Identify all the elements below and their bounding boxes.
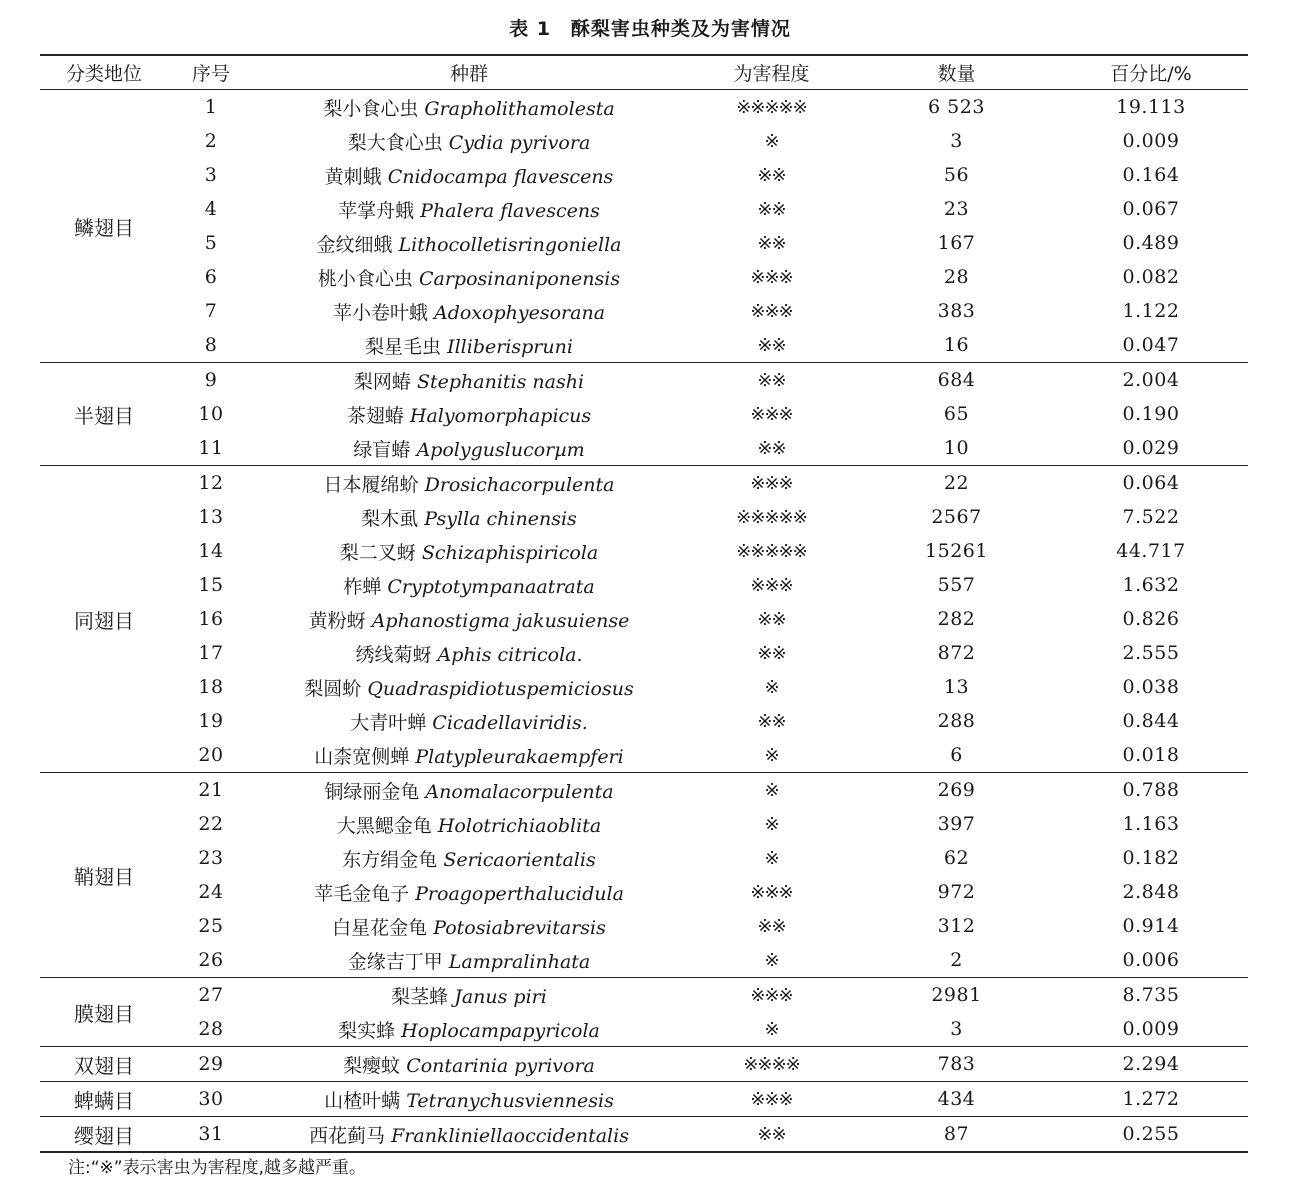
row-number: 7 bbox=[204, 300, 218, 322]
harm-degree-cell: ※※ bbox=[757, 198, 786, 220]
species-latin-name: Potosiabrevitarsis bbox=[433, 916, 606, 939]
species-latin-name: Holotrichiaoblita bbox=[437, 814, 602, 837]
species-latin-name: Illiberispruni bbox=[447, 335, 573, 358]
count-cell: 16 bbox=[859, 328, 1054, 363]
species-chinese-name: 山柰宽侧蝉 bbox=[314, 745, 410, 768]
species-chinese-name: 绣线菊蚜 bbox=[355, 643, 432, 666]
count-cell: 10 bbox=[859, 431, 1054, 466]
harm-degree-cell: ※※ bbox=[757, 232, 786, 254]
row-number: 16 bbox=[198, 608, 224, 630]
species-chinese-name: 梨圆蚧 bbox=[304, 677, 362, 700]
table-row bbox=[40, 636, 1248, 670]
species-latin-name: Hoplocampapyricola bbox=[401, 1019, 600, 1042]
species-cell bbox=[254, 534, 684, 568]
species-chinese-name: 绿盲蝽 bbox=[353, 438, 411, 461]
species-cell bbox=[254, 738, 684, 773]
table-row bbox=[40, 226, 1248, 260]
species-chinese-name: 铜绿丽金龟 bbox=[324, 780, 420, 803]
count-cell: 557 bbox=[937, 574, 976, 596]
percent-cell: 2.004 bbox=[1122, 369, 1180, 391]
harm-degree-cell: ※※ bbox=[684, 431, 859, 466]
percent-cell: 0.182 bbox=[1122, 847, 1180, 869]
percent-cell: 0.029 bbox=[1054, 431, 1248, 466]
species-cell bbox=[254, 90, 684, 125]
table-row bbox=[40, 875, 1248, 909]
row-number: 25 bbox=[198, 915, 224, 937]
header-number: 序号 bbox=[168, 55, 254, 90]
species-chinese-name: 东方绢金龟 bbox=[342, 848, 438, 871]
species-cell bbox=[254, 978, 684, 1013]
species-latin-name: Proagoperthalucidula bbox=[415, 882, 624, 905]
species-chinese-name: 金缘吉丁甲 bbox=[347, 950, 443, 973]
species-cell bbox=[254, 670, 684, 704]
species-chinese-name: 梨瘿蚊 bbox=[343, 1054, 401, 1077]
percent-cell: 0.844 bbox=[1122, 710, 1180, 732]
species-cell bbox=[254, 260, 684, 294]
species-latin-name: Lithocolletisringoniella bbox=[398, 233, 622, 256]
species-latin-name: Cydia pyrivora bbox=[448, 131, 591, 154]
table-row bbox=[40, 192, 1248, 226]
row-number: 24 bbox=[198, 881, 224, 903]
table-row bbox=[40, 978, 1248, 1013]
table-row bbox=[40, 431, 1248, 466]
percent-cell: 8.735 bbox=[1122, 984, 1180, 1006]
species-cell bbox=[254, 841, 684, 875]
table-row bbox=[40, 294, 1248, 328]
row-number: 1 bbox=[204, 96, 218, 118]
count-cell: 23 bbox=[943, 198, 970, 220]
species-cell bbox=[254, 328, 684, 363]
row-number: 31 bbox=[168, 1117, 254, 1153]
species-cell bbox=[254, 807, 684, 841]
table-body bbox=[40, 90, 1248, 1153]
percent-cell: 0.190 bbox=[1122, 403, 1180, 425]
percent-cell: 1.272 bbox=[1054, 1082, 1248, 1117]
species-latin-name: Contarinia pyrivora bbox=[406, 1054, 595, 1077]
species-latin-name: Aphis citricola. bbox=[437, 643, 583, 666]
classification-cell: 膜翅目 bbox=[40, 978, 168, 1047]
row-number: 12 bbox=[198, 472, 224, 494]
count-cell: 269 bbox=[937, 779, 976, 801]
table-title: 表 1 酥梨害虫种类及为害情况 bbox=[509, 18, 791, 40]
species-chinese-name: 梨网蝽 bbox=[353, 370, 411, 393]
count-cell: 312 bbox=[937, 915, 976, 937]
species-cell bbox=[254, 363, 684, 398]
row-number: 26 bbox=[168, 943, 254, 978]
species-latin-name: Halyomorphapicus bbox=[409, 404, 592, 427]
species-chinese-name: 梨木虱 bbox=[361, 507, 419, 530]
percent-cell: 0.826 bbox=[1122, 608, 1180, 630]
species-cell bbox=[254, 431, 684, 466]
count-cell: 15261 bbox=[925, 540, 988, 562]
species-cell bbox=[254, 1047, 684, 1082]
row-number: 21 bbox=[198, 779, 224, 801]
classification-cell: 蜱螨目 bbox=[40, 1082, 168, 1117]
harm-degree-cell: ※ bbox=[684, 943, 859, 978]
percent-cell: 2.555 bbox=[1122, 642, 1180, 664]
harm-degree-cell: ※※※※※ bbox=[736, 506, 807, 528]
table-row bbox=[40, 1012, 1248, 1047]
species-latin-name: Sericaorientalis bbox=[443, 848, 596, 871]
species-chinese-name: 金纹细蛾 bbox=[316, 233, 393, 256]
table-row bbox=[40, 773, 1248, 808]
percent-cell: 0.018 bbox=[1054, 738, 1248, 773]
count-cell: 972 bbox=[937, 881, 976, 903]
table-row bbox=[40, 568, 1248, 602]
count-cell: 397 bbox=[937, 813, 976, 835]
species-chinese-name: 梨茎蜂 bbox=[391, 985, 449, 1008]
count-cell: 13 bbox=[943, 676, 970, 698]
species-chinese-name: 梨星毛虫 bbox=[365, 335, 442, 358]
row-number: 14 bbox=[198, 540, 224, 562]
harm-degree-cell: ※※ bbox=[757, 710, 786, 732]
row-number: 9 bbox=[204, 369, 218, 391]
species-cell bbox=[254, 1012, 684, 1047]
count-cell: 288 bbox=[937, 710, 976, 732]
percent-cell: 7.522 bbox=[1122, 506, 1180, 528]
count-cell: 434 bbox=[859, 1082, 1054, 1117]
harm-degree-cell: ※※※ bbox=[684, 1082, 859, 1117]
species-latin-name: Drosichacorpulenta bbox=[424, 473, 615, 496]
species-chinese-name: 梨实蜂 bbox=[338, 1019, 396, 1042]
species-cell bbox=[254, 704, 684, 738]
harm-degree-cell: ※※※ bbox=[750, 881, 793, 903]
table-row bbox=[40, 1082, 1248, 1117]
classification-cell: 鳞翅目 bbox=[40, 90, 168, 363]
percent-cell: 1.632 bbox=[1122, 574, 1180, 596]
harm-degree-cell: ※ bbox=[684, 738, 859, 773]
row-number: 11 bbox=[168, 431, 254, 466]
species-cell bbox=[254, 943, 684, 978]
species-chinese-name: 山楂叶螨 bbox=[324, 1089, 401, 1112]
classification-cell: 鞘翅目 bbox=[40, 773, 168, 978]
species-latin-name: Grapholithamolesta bbox=[424, 97, 615, 120]
harm-degree-cell: ※※※※※ bbox=[736, 96, 807, 118]
species-latin-name: Cryptotympanaatrata bbox=[387, 575, 595, 598]
classification-cell: 双翅目 bbox=[40, 1047, 168, 1082]
percent-cell: 0.047 bbox=[1054, 328, 1248, 363]
harm-degree-cell: ※※※ bbox=[750, 984, 793, 1006]
count-cell: 2567 bbox=[931, 506, 982, 528]
percent-cell: 0.914 bbox=[1122, 915, 1180, 937]
row-number: 22 bbox=[198, 813, 224, 835]
harm-degree-cell: ※※※ bbox=[750, 300, 793, 322]
harm-degree-cell: ※ bbox=[684, 1012, 859, 1047]
species-latin-name: Schizaphispiricola bbox=[421, 541, 599, 564]
classification-cell: 同翅目 bbox=[40, 466, 168, 773]
table-row bbox=[40, 397, 1248, 431]
harm-degree-cell: ※※ bbox=[684, 328, 859, 363]
header-species: 种群 bbox=[254, 55, 684, 90]
species-latin-name: Cicadellaviridis. bbox=[432, 711, 588, 734]
table-row bbox=[40, 841, 1248, 875]
percent-cell: 0.788 bbox=[1122, 779, 1180, 801]
row-number: 27 bbox=[198, 984, 224, 1006]
count-cell: 3 bbox=[859, 1012, 1054, 1047]
count-cell: 28 bbox=[943, 266, 970, 288]
percent-cell: 0.064 bbox=[1122, 472, 1180, 494]
harm-degree-cell: ※※※※※ bbox=[736, 540, 807, 562]
percent-cell: 0.082 bbox=[1122, 266, 1180, 288]
species-chinese-name: 黄粉蚜 bbox=[308, 609, 366, 632]
species-cell bbox=[254, 875, 684, 909]
percent-cell: 1.163 bbox=[1122, 813, 1180, 835]
count-cell: 2981 bbox=[931, 984, 982, 1006]
species-cell bbox=[254, 294, 684, 328]
table-row bbox=[40, 1047, 1248, 1082]
percent-cell: 0.038 bbox=[1122, 676, 1180, 698]
harm-degree-cell: ※※※ bbox=[750, 266, 793, 288]
species-cell bbox=[254, 636, 684, 670]
species-cell bbox=[254, 568, 684, 602]
percent-cell: 44.717 bbox=[1116, 540, 1186, 562]
species-latin-name: Janus piri bbox=[454, 985, 547, 1008]
pest-table bbox=[40, 54, 1248, 1153]
row-number: 30 bbox=[168, 1082, 254, 1117]
harm-degree-cell: ※※ bbox=[757, 164, 786, 186]
count-cell: 684 bbox=[937, 369, 976, 391]
species-cell bbox=[254, 909, 684, 943]
table-note: 注:“※”表示害虫为害程度,越多越严重。 bbox=[68, 1158, 366, 1178]
row-number: 3 bbox=[204, 164, 218, 186]
species-cell bbox=[254, 500, 684, 534]
species-chinese-name: 苹毛金龟子 bbox=[314, 882, 410, 905]
table-row bbox=[40, 738, 1248, 773]
count-cell: 2 bbox=[859, 943, 1054, 978]
row-number: 29 bbox=[168, 1047, 254, 1082]
table-row bbox=[40, 807, 1248, 841]
table-row bbox=[40, 943, 1248, 978]
species-chinese-name: 西花蓟马 bbox=[309, 1124, 386, 1147]
species-chinese-name: 苹小卷叶蛾 bbox=[332, 301, 428, 324]
percent-cell: 0.009 bbox=[1054, 1012, 1248, 1047]
species-chinese-name: 梨大食心虫 bbox=[347, 131, 443, 154]
row-number: 8 bbox=[168, 328, 254, 363]
percent-cell: 2.848 bbox=[1122, 881, 1180, 903]
count-cell: 383 bbox=[937, 300, 976, 322]
species-latin-name: Carposinaniponensis bbox=[418, 267, 621, 290]
count-cell: 6 523 bbox=[928, 96, 985, 118]
row-number: 2 bbox=[204, 130, 218, 152]
count-cell: 56 bbox=[943, 164, 970, 186]
table-row bbox=[40, 534, 1248, 568]
harm-degree-cell: ※※※※ bbox=[684, 1047, 859, 1082]
harm-degree-cell: ※※※ bbox=[750, 472, 793, 494]
species-chinese-name: 柞蝉 bbox=[343, 575, 382, 598]
row-number: 23 bbox=[198, 847, 224, 869]
species-latin-name: Stephanitis nashi bbox=[416, 370, 585, 393]
species-latin-name: Platypleurakaempferi bbox=[415, 745, 624, 768]
species-chinese-name: 白星花金龟 bbox=[332, 916, 428, 939]
species-latin-name: Cnidocampa flavescens bbox=[387, 165, 614, 188]
species-cell bbox=[254, 602, 684, 636]
species-latin-name: Lampralinhata bbox=[448, 950, 591, 973]
harm-degree-cell: ※※ bbox=[757, 642, 786, 664]
count-cell: 62 bbox=[943, 847, 970, 869]
species-latin-name: Apolyguslucorµm bbox=[416, 438, 585, 461]
species-cell bbox=[254, 124, 684, 158]
table-row bbox=[40, 124, 1248, 158]
table-row bbox=[40, 363, 1248, 398]
count-cell: 167 bbox=[937, 232, 976, 254]
species-cell bbox=[254, 158, 684, 192]
count-cell: 22 bbox=[943, 472, 970, 494]
row-number: 6 bbox=[204, 266, 218, 288]
count-cell: 6 bbox=[859, 738, 1054, 773]
percent-cell: 19.113 bbox=[1116, 96, 1186, 118]
count-cell: 783 bbox=[859, 1047, 1054, 1082]
harm-degree-cell: ※ bbox=[764, 779, 779, 801]
count-cell: 282 bbox=[937, 608, 976, 630]
row-number: 13 bbox=[198, 506, 224, 528]
header-row bbox=[40, 55, 1248, 90]
count-cell: 87 bbox=[859, 1117, 1054, 1153]
species-latin-name: Quadraspidiotuspemiciosus bbox=[367, 677, 634, 700]
table-row bbox=[40, 500, 1248, 534]
count-cell: 65 bbox=[943, 403, 970, 425]
percent-cell: 0.164 bbox=[1122, 164, 1180, 186]
percent-cell: 0.006 bbox=[1054, 943, 1248, 978]
species-chinese-name: 茶翅蝽 bbox=[346, 404, 404, 427]
table-row bbox=[40, 260, 1248, 294]
species-cell bbox=[254, 1117, 684, 1153]
harm-degree-cell: ※ bbox=[764, 847, 779, 869]
classification-cell: 半翅目 bbox=[40, 363, 168, 466]
row-number: 20 bbox=[168, 738, 254, 773]
header-count: 数量 bbox=[859, 55, 1054, 90]
species-latin-name: Psylla chinensis bbox=[424, 507, 577, 530]
table-row bbox=[40, 909, 1248, 943]
percent-cell: 0.009 bbox=[1122, 130, 1180, 152]
header-harm-degree: 为害程度 bbox=[684, 55, 859, 90]
table-row bbox=[40, 602, 1248, 636]
row-number: 15 bbox=[198, 574, 224, 596]
percent-cell: 0.489 bbox=[1122, 232, 1180, 254]
species-latin-name: Adoxophyesorana bbox=[434, 301, 606, 324]
percent-cell: 0.255 bbox=[1054, 1117, 1248, 1153]
table-row bbox=[40, 1117, 1248, 1153]
row-number: 17 bbox=[198, 642, 224, 664]
species-chinese-name: 苹掌舟蛾 bbox=[338, 199, 415, 222]
percent-cell: 2.294 bbox=[1054, 1047, 1248, 1082]
species-latin-name: Frankliniellaoccidentalis bbox=[391, 1124, 629, 1147]
species-chinese-name: 日本履绵蚧 bbox=[323, 473, 419, 496]
row-number: 18 bbox=[198, 676, 224, 698]
species-cell bbox=[254, 192, 684, 226]
table-row bbox=[40, 328, 1248, 363]
species-cell bbox=[254, 226, 684, 260]
species-chinese-name: 大黑鳃金龟 bbox=[336, 814, 432, 837]
header-classification: 分类地位 bbox=[40, 55, 168, 90]
row-number: 28 bbox=[168, 1012, 254, 1047]
table-row bbox=[40, 158, 1248, 192]
species-latin-name: Anomalacorpulenta bbox=[425, 780, 614, 803]
species-cell bbox=[254, 1082, 684, 1117]
species-chinese-name: 梨小食心虫 bbox=[323, 97, 419, 120]
percent-cell: 1.122 bbox=[1122, 300, 1180, 322]
row-number: 19 bbox=[198, 710, 224, 732]
species-latin-name: Tetranychusviennesis bbox=[406, 1089, 614, 1112]
harm-degree-cell: ※ bbox=[764, 676, 779, 698]
classification-cell: 缨翅目 bbox=[40, 1117, 168, 1153]
species-chinese-name: 梨二叉蚜 bbox=[339, 541, 416, 564]
species-cell bbox=[254, 397, 684, 431]
harm-degree-cell: ※※※ bbox=[750, 574, 793, 596]
count-cell: 3 bbox=[950, 130, 963, 152]
species-cell bbox=[254, 773, 684, 808]
species-chinese-name: 桃小食心虫 bbox=[317, 267, 413, 290]
table-row bbox=[40, 466, 1248, 501]
species-chinese-name: 黄刺蛾 bbox=[324, 165, 382, 188]
species-chinese-name: 大青叶蝉 bbox=[350, 711, 427, 734]
species-latin-name: Phalera flavescens bbox=[420, 199, 600, 222]
table-row bbox=[40, 90, 1248, 125]
row-number: 5 bbox=[204, 232, 218, 254]
species-cell bbox=[254, 466, 684, 501]
count-cell: 872 bbox=[937, 642, 976, 664]
harm-degree-cell: ※※ bbox=[684, 1117, 859, 1153]
header-percent: 百分比/% bbox=[1054, 55, 1248, 90]
harm-degree-cell: ※ bbox=[764, 130, 779, 152]
harm-degree-cell: ※ bbox=[764, 813, 779, 835]
row-number: 4 bbox=[204, 198, 218, 220]
species-latin-name: Aphanostigma jakusuiense bbox=[371, 609, 630, 632]
table-row bbox=[40, 704, 1248, 738]
harm-degree-cell: ※※ bbox=[757, 915, 786, 937]
harm-degree-cell: ※※※ bbox=[750, 403, 793, 425]
harm-degree-cell: ※※ bbox=[757, 608, 786, 630]
harm-degree-cell: ※※ bbox=[757, 369, 786, 391]
row-number: 10 bbox=[198, 403, 224, 425]
percent-cell: 0.067 bbox=[1122, 198, 1180, 220]
table-row bbox=[40, 670, 1248, 704]
